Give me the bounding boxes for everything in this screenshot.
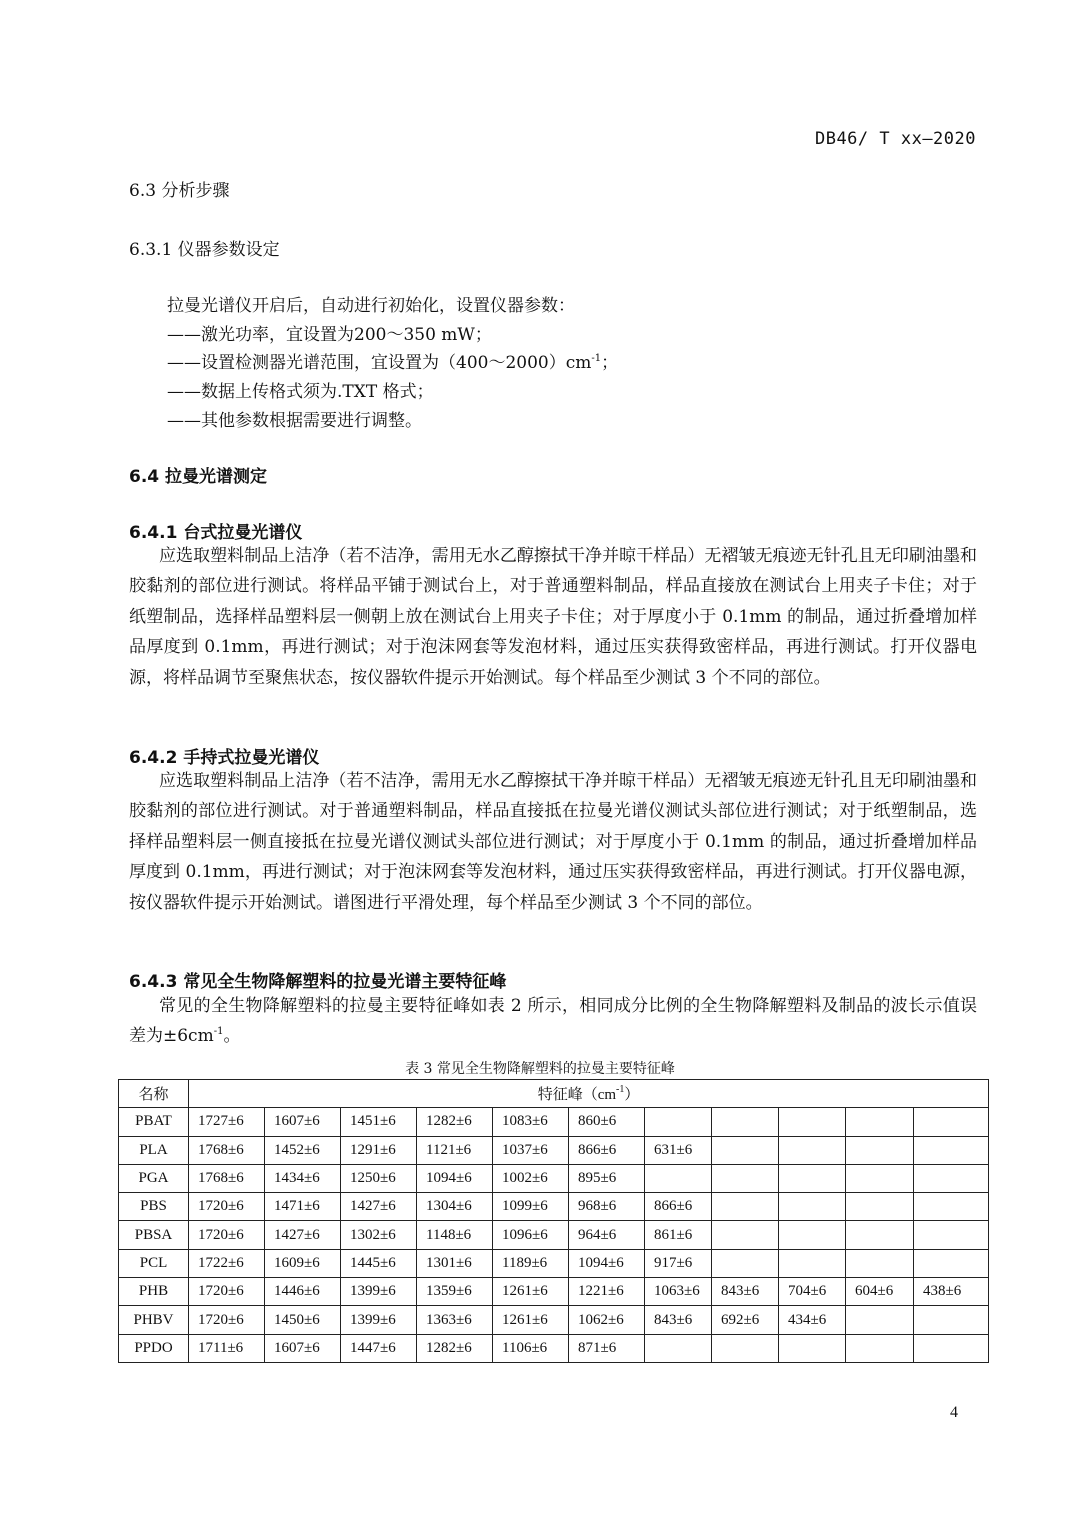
polymer-name-cell: PBAT (119, 1108, 189, 1136)
peak-cell (712, 1164, 779, 1192)
peak-cell: 1447±6 (341, 1334, 417, 1362)
peak-cell (846, 1306, 914, 1334)
polymer-name-cell: PPDO (119, 1334, 189, 1362)
peak-cell: 1727±6 (189, 1108, 265, 1136)
param-item-upload-format: ——数据上传格式须为.TXT 格式； (167, 382, 434, 402)
peak-cell (779, 1193, 846, 1221)
peak-cell (779, 1136, 846, 1164)
peak-cell: 1768±6 (189, 1136, 265, 1164)
peak-cell: 968±6 (569, 1193, 645, 1221)
table-row (119, 1249, 989, 1277)
table-row (119, 1221, 989, 1249)
peak-cell (712, 1249, 779, 1277)
peak-cell: 1711±6 (189, 1334, 265, 1362)
section-6-4-3-title: 6.4.3 常见全生物降解塑料的拉曼光谱主要特征峰 (129, 972, 507, 992)
peak-cell (779, 1249, 846, 1277)
table-row (119, 1193, 989, 1221)
peak-cell: 1609±6 (265, 1249, 341, 1277)
peak-cell: 704±6 (779, 1278, 846, 1306)
params-intro: 拉曼光谱仪开启后，自动进行初始化，设置仪器参数： (167, 296, 575, 316)
peak-cell (846, 1164, 914, 1192)
peak-cell: 1282±6 (417, 1334, 493, 1362)
peak-cell: 1399±6 (341, 1306, 417, 1334)
peak-cell: 1720±6 (189, 1278, 265, 1306)
section-6-4-2-title: 6.4.2 手持式拉曼光谱仪 (129, 748, 320, 768)
peak-cell: 1363±6 (417, 1306, 493, 1334)
peak-cell: 1427±6 (265, 1221, 341, 1249)
peak-cell (846, 1221, 914, 1249)
peak-cell: 1062±6 (569, 1306, 645, 1334)
peak-cell: 1094±6 (417, 1164, 493, 1192)
section-6-4-1-body: 应选取塑料制品上洁净（若不洁净，需用无水乙醇擦拭干净并晾干样品）无褶皱无痕迹无针孔且无印刷油墨和胶黏剂的部位进行测试。将样品平铺于测试台上，对于普通塑料制品，样品直接放在测试台上用夹子卡住；对于纸塑制品，选择样品塑料层一侧朝上放在测试台上用夹子卡住；对于厚度小于 0.1mm 的制品，通过折叠增加样品厚度到 0.1mm，再进行测试；对于泡沫网套等发泡材料，通过压实获得致密样品，再进行测试。打开仪器电源，将样品调节至聚焦状态，按仪器软件提示开始测试。每个样品至少测试 3 个不同的部位。 (129, 546, 977, 688)
peak-cell: 692±6 (712, 1306, 779, 1334)
peak-cell: 1607±6 (265, 1334, 341, 1362)
table-row (119, 1164, 989, 1192)
peak-cell: 895±6 (569, 1164, 645, 1192)
peak-cell (914, 1136, 989, 1164)
peak-cell: 434±6 (779, 1306, 846, 1334)
peak-cell: 1304±6 (417, 1193, 493, 1221)
peak-cell (914, 1334, 989, 1362)
section-6-3-title: 6.3 分析步骤 (129, 181, 230, 201)
peak-cell: 861±6 (645, 1221, 712, 1249)
peak-cell: 1722±6 (189, 1249, 265, 1277)
peak-cell (846, 1249, 914, 1277)
peak-cell: 1607±6 (265, 1108, 341, 1136)
table-header-row (119, 1080, 989, 1108)
peak-cell: 1471±6 (265, 1193, 341, 1221)
peak-cell: 1427±6 (341, 1193, 417, 1221)
section-6-4-title: 6.4 拉曼光谱测定 (129, 467, 268, 487)
peak-cell: 1037±6 (493, 1136, 569, 1164)
peak-cell: 1768±6 (189, 1164, 265, 1192)
peak-cell (712, 1136, 779, 1164)
peak-cell: 631±6 (645, 1136, 712, 1164)
table-row (119, 1136, 989, 1164)
peak-cell: 866±6 (645, 1193, 712, 1221)
peak-cell: 604±6 (846, 1278, 914, 1306)
section-6-4-3-body: 常见的全生物降解塑料的拉曼主要特征峰如表 2 所示，相同成分比例的全生物降解塑料及制品的波长示值误差为$\pm 6cm^{-1}$。 (129, 996, 977, 1047)
peak-cell: 1434±6 (265, 1164, 341, 1192)
document-code: DB46/ T xx—2020 (814, 129, 976, 149)
polymer-name-cell: PBSA (119, 1221, 189, 1249)
peak-cell: 1099±6 (493, 1193, 569, 1221)
peak-cell: 843±6 (712, 1278, 779, 1306)
peak-cell: 1720±6 (189, 1306, 265, 1334)
peak-cell: 964±6 (569, 1221, 645, 1249)
peak-cell: 1450±6 (265, 1306, 341, 1334)
peak-cell: 843±6 (645, 1306, 712, 1334)
peak-cell (846, 1108, 914, 1136)
peak-cell: 1261±6 (493, 1306, 569, 1334)
param-item-laser-power: ——激光功率，宜设置为200～350 mW； (167, 325, 492, 345)
peak-cell: 1359±6 (417, 1278, 493, 1306)
peak-cell: 1302±6 (341, 1221, 417, 1249)
page-number: 4 (950, 1404, 958, 1421)
param-item-spectral-range: ——设置检测器光谱范围，宜设置为$(400\sim 2000)cm^{-1}$； (167, 353, 619, 373)
peak-cell (914, 1221, 989, 1249)
peak-cell (846, 1334, 914, 1362)
peak-cell: 1083±6 (493, 1108, 569, 1136)
peak-cell: 1451±6 (341, 1108, 417, 1136)
peak-cell (712, 1193, 779, 1221)
peak-cell: 1301±6 (417, 1249, 493, 1277)
header-name-cell: 名称 (119, 1080, 189, 1108)
table-row (119, 1108, 989, 1136)
peak-cell: 1720±6 (189, 1193, 265, 1221)
peak-cell: 871±6 (569, 1334, 645, 1362)
section-6-4-2-body: 应选取塑料制品上洁净（若不洁净，需用无水乙醇擦拭干净并晾干样品）无褶皱无痕迹无针孔且无印刷油墨和胶黏剂的部位进行测试。对于普通塑料制品，样品直接抵在拉曼光谱仪测试头部位进行测试；对于纸塑制品，选择样品塑料层一侧直接抵在拉曼光谱仪测试头部位进行测试；对于厚度小于 0.1mm 的制品，通过折叠增加样品厚度到 0.1mm，再进行测试；对于泡沫网套等发泡材料，通过压实获得致密样品，再进行测试。打开仪器电源，按仪器软件提示开始测试。谱图进行平滑处理，每个样品至少测试 3 个不同的部位。 (129, 771, 977, 913)
peak-cell (846, 1136, 914, 1164)
param-item-other: ——其他参数根据需要进行调整。 (167, 411, 422, 431)
peak-cell: 1106±6 (493, 1334, 569, 1362)
peak-cell (779, 1221, 846, 1249)
peak-cell: 1002±6 (493, 1164, 569, 1192)
peak-cell: 1148±6 (417, 1221, 493, 1249)
table-row (119, 1306, 989, 1334)
peak-cell (779, 1108, 846, 1136)
polymer-name-cell: PHBV (119, 1306, 189, 1334)
peak-cell: 1452±6 (265, 1136, 341, 1164)
peak-cell: 860±6 (569, 1108, 645, 1136)
peak-cell (914, 1193, 989, 1221)
raman-peaks-table (118, 1079, 989, 1363)
peak-cell (645, 1164, 712, 1192)
peak-cell: 1291±6 (341, 1136, 417, 1164)
table-caption: 表 3 常见全生物降解塑料的拉曼主要特征峰 (405, 1061, 675, 1077)
polymer-name-cell: PLA (119, 1136, 189, 1164)
table-row (119, 1278, 989, 1306)
peak-cell (779, 1334, 846, 1362)
peak-cell (846, 1193, 914, 1221)
table-row (119, 1334, 989, 1362)
peak-cell (712, 1221, 779, 1249)
peak-cell: 1445±6 (341, 1249, 417, 1277)
peak-cell (779, 1164, 846, 1192)
header-peak-cell: 特征峰$(cm^{-1})$ (189, 1080, 989, 1108)
peak-cell: 1720±6 (189, 1221, 265, 1249)
polymer-name-cell: PGA (119, 1164, 189, 1192)
peak-cell: 1221±6 (569, 1278, 645, 1306)
peak-cell: 1121±6 (417, 1136, 493, 1164)
peak-cell (914, 1249, 989, 1277)
section-6-4-1-title: 6.4.1 台式拉曼光谱仪 (129, 523, 303, 543)
polymer-name-cell: PCL (119, 1249, 189, 1277)
peak-cell: 1399±6 (341, 1278, 417, 1306)
peak-cell: 1250±6 (341, 1164, 417, 1192)
peak-cell: 1094±6 (569, 1249, 645, 1277)
polymer-name-cell: PBS (119, 1193, 189, 1221)
peak-cell: 1261±6 (493, 1278, 569, 1306)
peak-cell: 1063±6 (645, 1278, 712, 1306)
peak-cell: 866±6 (569, 1136, 645, 1164)
peak-cell: 1096±6 (493, 1221, 569, 1249)
peak-cell (712, 1108, 779, 1136)
section-6-3-1-title: 6.3.1 仪器参数设定 (129, 240, 280, 260)
peak-cell (914, 1164, 989, 1192)
peak-cell (914, 1108, 989, 1136)
peak-cell (645, 1334, 712, 1362)
peak-cell: 1189±6 (493, 1249, 569, 1277)
peak-cell (645, 1108, 712, 1136)
peak-cell: 1282±6 (417, 1108, 493, 1136)
peak-cell: 917±6 (645, 1249, 712, 1277)
peak-cell (712, 1334, 779, 1362)
peak-cell: 1446±6 (265, 1278, 341, 1306)
polymer-name-cell: PHB (119, 1278, 189, 1306)
peak-cell: 438±6 (914, 1278, 989, 1306)
peak-cell (914, 1306, 989, 1334)
